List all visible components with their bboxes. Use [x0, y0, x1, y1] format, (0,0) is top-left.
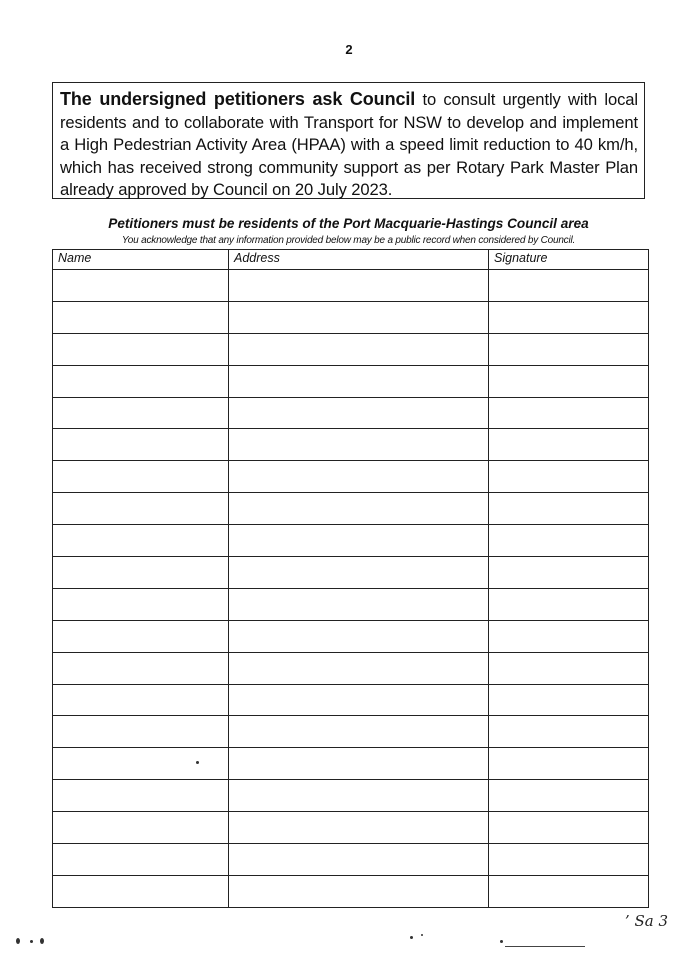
name-cell[interactable] — [53, 812, 229, 844]
scan-speck — [196, 761, 199, 764]
table-header-row — [53, 250, 649, 270]
table-row — [53, 525, 649, 557]
table-row — [53, 588, 649, 620]
name-cell[interactable] — [53, 301, 229, 333]
address-cell[interactable] — [229, 652, 489, 684]
address-cell[interactable] — [229, 525, 489, 557]
name-cell[interactable] — [53, 397, 229, 429]
address-cell[interactable] — [229, 270, 489, 302]
address-cell[interactable] — [229, 301, 489, 333]
table-row — [53, 716, 649, 748]
public-record-notice: You acknowledge that any information provided below may be a public record when considered by Council. — [121, 235, 576, 246]
table-row — [53, 620, 649, 652]
address-cell[interactable] — [229, 620, 489, 652]
scan-speck — [40, 938, 44, 944]
table-row — [53, 684, 649, 716]
signature-cell[interactable] — [489, 461, 649, 493]
handwritten-corner-mark: ’ Sa 3 — [624, 912, 668, 930]
table-row — [53, 493, 649, 525]
header-name: Name — [53, 250, 229, 270]
signature-cell[interactable] — [489, 620, 649, 652]
signature-cell[interactable] — [489, 588, 649, 620]
name-cell[interactable] — [53, 588, 229, 620]
name-cell[interactable] — [53, 525, 229, 557]
table-body — [53, 270, 649, 908]
petition-signature-table — [52, 249, 649, 908]
name-cell[interactable] — [53, 875, 229, 907]
scan-speck — [500, 940, 503, 943]
name-cell[interactable] — [53, 270, 229, 302]
signature-cell[interactable] — [489, 748, 649, 780]
table-row — [53, 301, 649, 333]
signature-cell[interactable] — [489, 557, 649, 589]
table-row — [53, 270, 649, 302]
address-cell[interactable] — [229, 429, 489, 461]
scan-speck — [30, 940, 33, 943]
signature-cell[interactable] — [489, 812, 649, 844]
table-row — [53, 780, 649, 812]
name-cell[interactable] — [53, 461, 229, 493]
name-cell[interactable] — [53, 493, 229, 525]
signature-cell[interactable] — [489, 397, 649, 429]
table-row — [53, 875, 649, 907]
address-cell[interactable] — [229, 748, 489, 780]
name-cell[interactable] — [53, 844, 229, 876]
name-cell[interactable] — [53, 780, 229, 812]
signature-cell[interactable] — [489, 270, 649, 302]
name-cell[interactable] — [53, 684, 229, 716]
header-signature: Signature — [489, 250, 649, 270]
name-cell[interactable] — [53, 748, 229, 780]
table-row — [53, 812, 649, 844]
address-cell[interactable] — [229, 557, 489, 589]
signature-cell[interactable] — [489, 844, 649, 876]
residency-notice: Petitioners must be residents of the Port Macquarie-Hastings Council area — [108, 216, 589, 231]
address-cell[interactable] — [229, 812, 489, 844]
address-cell[interactable] — [229, 333, 489, 365]
signature-cell[interactable] — [489, 365, 649, 397]
statement-body: to consult urgently with local residents and to collaborate with Transport for NSW to develop and implement a High Pedestrian Activity Area (HPAA) with a speed limit reduction to 40 km/h, which has received strong community support as per Rotary Park Master Plan already approved by Council on 20 July 2023. — [60, 90, 639, 199]
address-cell[interactable] — [229, 365, 489, 397]
signature-cell[interactable] — [489, 493, 649, 525]
signature-cell[interactable] — [489, 429, 649, 461]
name-cell[interactable] — [53, 620, 229, 652]
signature-cell[interactable] — [489, 301, 649, 333]
address-cell[interactable] — [229, 716, 489, 748]
header-address: Address — [229, 250, 489, 270]
address-cell[interactable] — [229, 684, 489, 716]
table-row — [53, 652, 649, 684]
address-cell[interactable] — [229, 844, 489, 876]
table-row — [53, 397, 649, 429]
signature-cell[interactable] — [489, 716, 649, 748]
table-row — [53, 557, 649, 589]
table-row — [53, 365, 649, 397]
name-cell[interactable] — [53, 716, 229, 748]
table-row — [53, 333, 649, 365]
address-cell[interactable] — [229, 397, 489, 429]
signature-cell[interactable] — [489, 333, 649, 365]
scan-speck — [410, 936, 413, 939]
scan-speck — [421, 934, 423, 936]
name-cell[interactable] — [53, 652, 229, 684]
corner-mark-text: Sa 3 — [634, 912, 668, 930]
signature-cell[interactable] — [489, 525, 649, 557]
page-number: 2 — [345, 42, 353, 57]
address-cell[interactable] — [229, 588, 489, 620]
name-cell[interactable] — [53, 557, 229, 589]
address-cell[interactable] — [229, 493, 489, 525]
scan-speck — [16, 938, 20, 944]
signature-cell[interactable] — [489, 652, 649, 684]
table-row — [53, 844, 649, 876]
petition-statement — [52, 82, 645, 199]
address-cell[interactable] — [229, 780, 489, 812]
table-row — [53, 429, 649, 461]
table-row — [53, 461, 649, 493]
signature-cell[interactable] — [489, 875, 649, 907]
signature-cell[interactable] — [489, 684, 649, 716]
signature-cell[interactable] — [489, 780, 649, 812]
table-row — [53, 748, 649, 780]
address-cell[interactable] — [229, 875, 489, 907]
name-cell[interactable] — [53, 365, 229, 397]
name-cell[interactable] — [53, 429, 229, 461]
name-cell[interactable] — [53, 333, 229, 365]
address-cell[interactable] — [229, 461, 489, 493]
statement-lead: The undersigned petitioners ask Council — [60, 89, 416, 109]
corner-underline — [505, 946, 585, 947]
